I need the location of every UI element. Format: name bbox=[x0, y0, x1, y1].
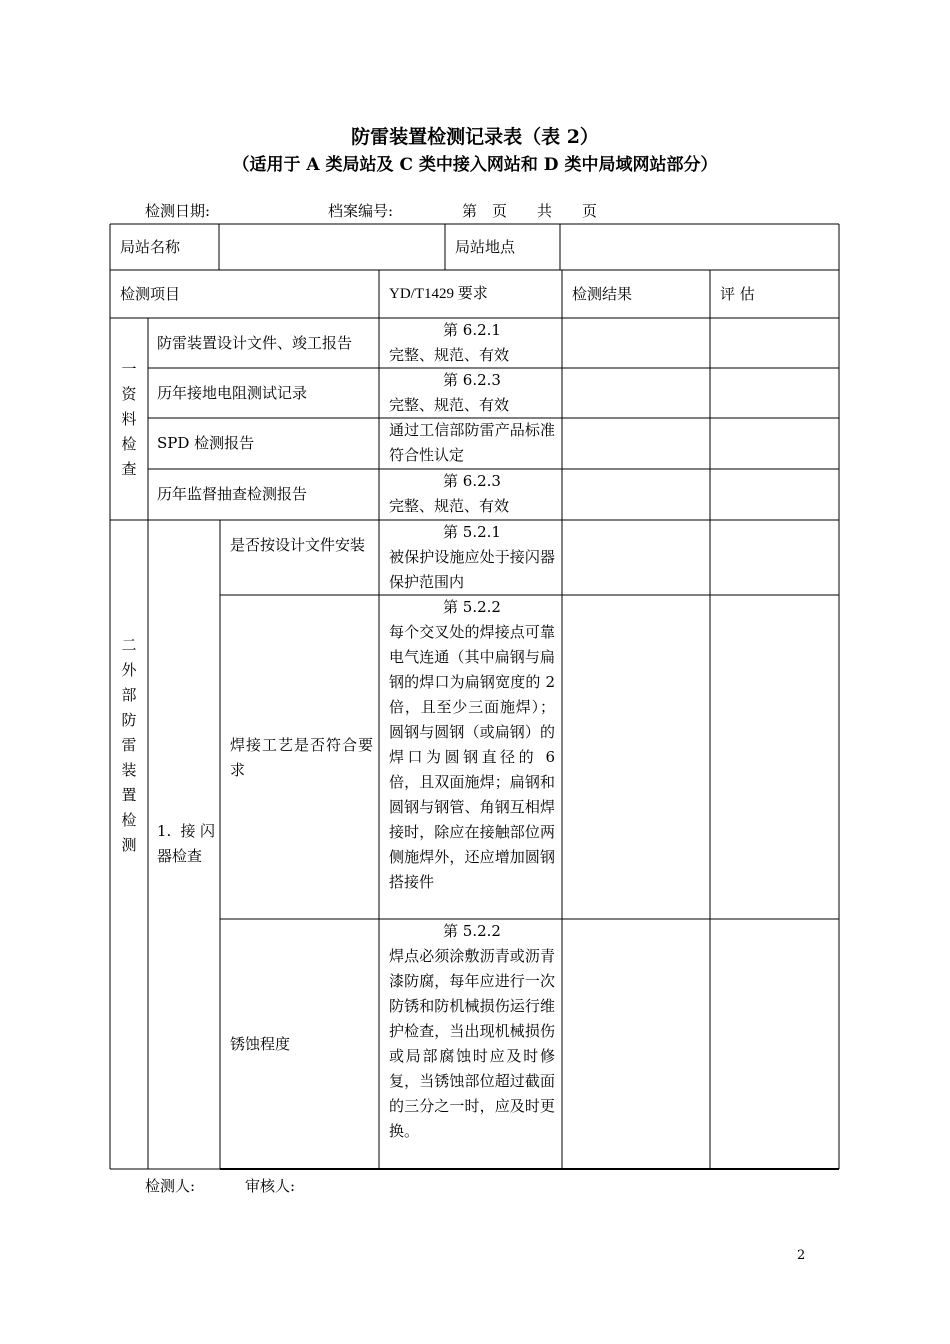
date-label: 检测日期: bbox=[145, 202, 211, 220]
document-subtitle: （适用于 A 类局站及 C 类中接入网站和 D 类中局域网站部分） bbox=[232, 155, 718, 175]
result-header: 检测结果 bbox=[572, 285, 633, 303]
section-2-item: 焊接工艺是否符合要求 bbox=[230, 736, 373, 779]
subgroup-label: 1. 接闪器检查 bbox=[157, 822, 215, 865]
section-2-requirement: 第 5.2.1 被保护设施应处于接闪器保护范围内 bbox=[389, 523, 555, 591]
page-count-label: 第 页 共 页 bbox=[462, 202, 598, 220]
page-number: 2 bbox=[797, 1248, 806, 1263]
document-title: 防雷装置检测记录表（表 2） bbox=[351, 126, 599, 148]
section-1-item: SPD 检测报告 bbox=[157, 434, 255, 452]
station-name-label: 局站名称 bbox=[120, 238, 181, 256]
reviewer-label: 审核人: bbox=[245, 1177, 296, 1195]
file-number-label: 档案编号: bbox=[328, 202, 394, 220]
section-1-item: 防雷装置设计文件、竣工报告 bbox=[157, 334, 353, 352]
section-1-requirement: 第 6.2.3 完整、规范、有效 bbox=[389, 472, 510, 515]
section-2-requirement: 第 5.2.2 每个交叉处的焊接点可靠电气连通（其中扁钢与扁钢的焊口为扁钢宽度的 2 倍，且至少三面施焊）；圆钢与圆钢（或扁钢）的焊口为圆钢直径的 6 倍，且双面施焊；扁钢和圆钢与钢管、角钢互相焊接时，除应在接触部位两侧施焊外，还应增加圆钢搭接件 bbox=[389, 598, 555, 891]
station-location-label: 局站地点 bbox=[455, 238, 516, 256]
section-1-requirement: 通过工信部防雷产品标准符合性认定 bbox=[389, 421, 555, 464]
section-1-requirement: 第 6.2.1 完整、规范、有效 bbox=[389, 321, 510, 364]
section-1-label: 一 资 料 检 查 bbox=[121, 359, 137, 478]
requirement-header: YD/T1429 要求 bbox=[389, 286, 488, 302]
item-header: 检测项目 bbox=[120, 285, 181, 303]
section-2-item: 锈蚀程度 bbox=[230, 1035, 291, 1053]
section-2-requirement: 第 5.2.2 焊点必须涂敷沥青或沥青漆防腐，每年应进行一次防锈和防机械损伤运行维护检查，当出现机械损伤或局部腐蚀时应及时修复，当锈蚀部位超过截面的三分之一时，应及时更换。 bbox=[389, 922, 555, 1140]
section-1-item: 历年监督抽查检测报告 bbox=[157, 485, 308, 503]
inspector-label: 检测人: bbox=[145, 1177, 196, 1195]
section-1-requirement: 第 6.2.3 完整、规范、有效 bbox=[389, 371, 510, 414]
section-2-item: 是否按设计文件安装 bbox=[230, 536, 366, 554]
section-2-label: 二 外 部 防 雷 装 置 检 测 bbox=[121, 635, 137, 854]
section-1-item: 历年接地电阻测试记录 bbox=[157, 384, 308, 402]
evaluation-header: 评 估 bbox=[720, 285, 755, 303]
